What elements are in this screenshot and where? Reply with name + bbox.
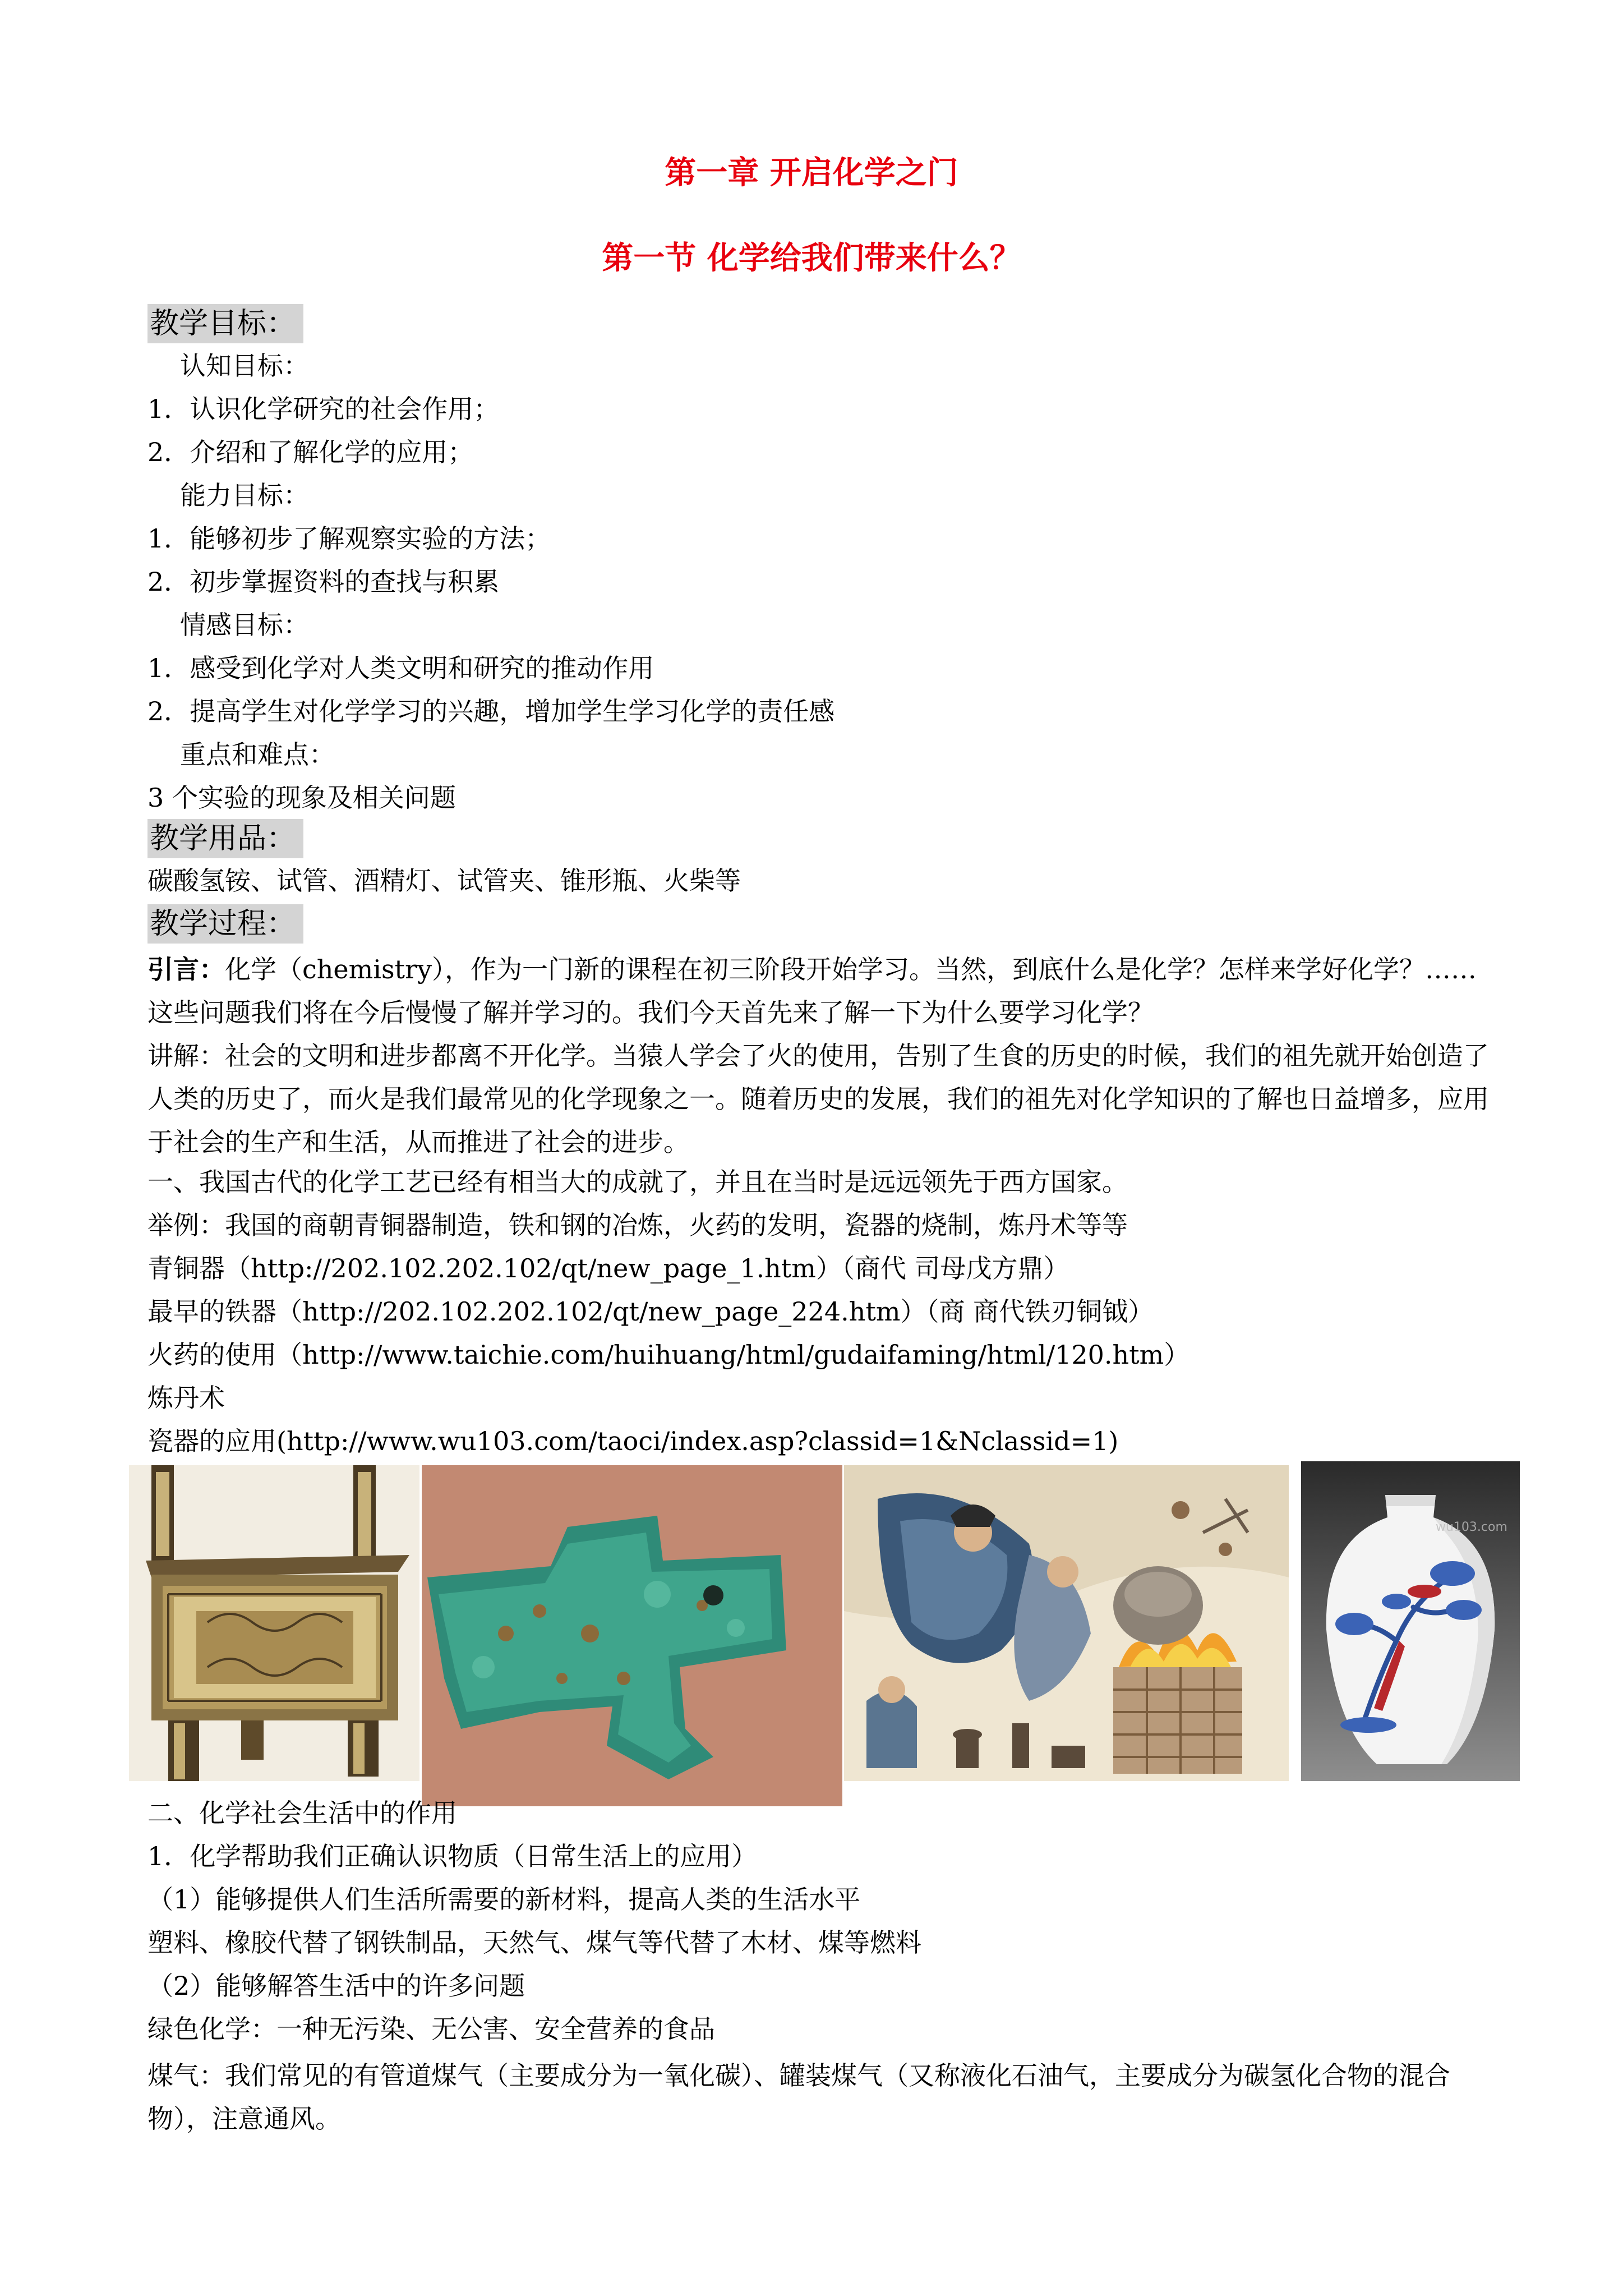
ability-label: 能力目标：	[180, 480, 309, 510]
gas-paragraph: 煤气：我们常见的有管道煤气（主要成分为一氧化碳）、罐装煤气（又称液化石油气，主要成分为碳氢化合物的混合物），注意通风。	[147, 2060, 1450, 2134]
key-points-label: 重点和难点：	[180, 739, 335, 770]
intro-paragraph	[147, 948, 1491, 1034]
chapter-title: 第一章 开启化学之门	[665, 154, 958, 191]
ability-item: 2．初步掌握资料的查找与积累	[147, 567, 500, 597]
point-two-item-1: 1．化学帮助我们正确认识物质（日常生活上的应用）	[147, 1841, 758, 1871]
emotion-item: 2．提高学生对化学学习的兴趣，增加学生学习化学的责任感	[147, 696, 835, 726]
cognitive-item: 1．认识化学研究的社会作用；	[147, 394, 500, 424]
objectives-heading: 教学目标：	[147, 304, 303, 343]
explain-paragraph: 讲解：社会的文明和进步都离不开化学。当猿人学会了火的使用，告别了生食的历史的时候，我们的祖先就开始创造了人类的历史了，而火是我们最常见的化学现象之一。随着历史的发展，我们的祖先对化学知识的了解也日益增多，应用于社会的生产和生活，从而推进了社会的进步。	[147, 1041, 1489, 1157]
section-title: 第一节 化学给我们带来什么？	[602, 240, 1021, 277]
cognitive-item: 2．介绍和了解化学的应用；	[147, 437, 474, 467]
intro-text: 化学（chemistry），作为一门新的课程在初三阶段开始学习。当然，到底什么是化学？怎样来学好化学？……这些问题我们将在今后慢慢了解并学习的。我们今天首先来了解一下为什么要学习化学？	[147, 954, 1477, 1028]
materials-text: 碳酸氢铵、试管、酒精灯、试管夹、锥形瓶、火柴等	[147, 866, 741, 896]
iron-link: 最早的铁器（http://202.102.202.102/qt/new_page_224.htm）（商 商代铁刃铜钺）	[147, 1296, 1154, 1327]
bronze-ding-image	[129, 1465, 419, 1781]
materials-heading: 教学用品：	[147, 819, 303, 858]
alchemy-text: 炼丹术	[147, 1383, 225, 1413]
process-heading: 教学过程：	[147, 904, 303, 944]
iron-axe-image	[422, 1465, 842, 1806]
emotion-item: 1．感受到化学对人类文明和研究的推动作用	[147, 653, 654, 683]
example-text: 举例：我国的商朝青铜器制造，铁和钢的冶炼，火药的发明，瓷器的烧制，炼丹术等等	[147, 1210, 1128, 1240]
cognitive-label: 认知目标：	[180, 351, 309, 381]
green-chemistry-text: 绿色化学：一种无污染、无公害、安全营养的食品	[147, 2014, 715, 2044]
vase-watermark: wu103.com	[1436, 1520, 1507, 1534]
ability-item: 1．能够初步了解观察实验的方法；	[147, 523, 551, 554]
new-materials-text: 塑料、橡胶代替了钢铁制品，天然气、煤气等代替了木材、煤等燃料	[147, 1927, 921, 1958]
gunpowder-link: 火药的使用（http://www.taichie.com/huihuang/html/gudaifaming/html/120.htm）	[147, 1340, 1190, 1370]
emotion-label: 情感目标：	[180, 610, 309, 640]
point-two-item-1b: （2）能够解答生活中的许多问题	[147, 1971, 525, 2001]
bronze-link: 青铜器（http://202.102.202.102/qt/new_page_1.htm）（商代 司母戊方鼎）	[147, 1253, 1069, 1283]
point-two: 二、化学社会生活中的作用	[147, 1798, 457, 1828]
alchemy-painting-image	[844, 1465, 1289, 1781]
point-one: 一、我国古代的化学工艺已经有相当大的成就了，并且在当时是远远领先于西方国家。	[147, 1167, 1128, 1197]
porcelain-vase-image	[1301, 1461, 1520, 1781]
porcelain-link: 瓷器的应用(http://www.wu103.com/taoci/index.asp?classid=1&Nclassid=1)	[147, 1426, 1119, 1456]
key-points-text: 3 个实验的现象及相关问题	[147, 783, 456, 813]
intro-label: 引言：	[147, 954, 225, 984]
point-two-item-1a: （1）能够提供人们生活所需要的新材料，提高人类的生活水平	[147, 1884, 861, 1915]
